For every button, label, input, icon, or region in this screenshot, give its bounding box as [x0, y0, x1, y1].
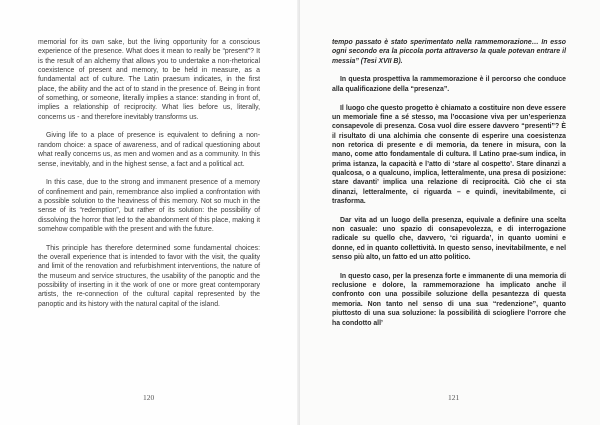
right-text-block: [332, 38, 566, 337]
right-paragraph-1: tempo passato è stato sperimentato nella rammemorazione… In esso ogni secondo era la piccola porta attraverso la quale potevan entrare il messia” (Tesi XVII B).: [332, 39, 566, 65]
left-paragraph-3: In this case, due to the strong and immanent presence of a memory of confinement and pain, remembrance also implied a confrontation with a possible solution to the heaviness of this memory. Not so much in the sense of its “redemption”, but rather of its solution: the possibility of dissolving the horror that led to the abandonment of this place, making it somehow compatible with the present and with the future.: [38, 179, 260, 233]
left-paragraph-4: This principle has therefore determined some fundamental choices: the overall experience that is intended to favor with the visit, the quality and limit of the renovation and refurbishment interventions, the nature of the museum and service structures, the usability of the panoptic and the possibility of inserting in it the work of one or more great contemporary artists, the re-connection of the cultural capital represented by the panoptic and its history with the natural capital of the island.: [38, 244, 260, 308]
left-paragraph-1: memorial for its own sake, but the living opportunity for a conscious experience of the presence. What does it mean to really be “present”? It is the result of an alchemy that allows you to undertake a non-rhetorical coexistence of present and memory, to be held in measure, as a fundamental act of culture. The Latin praesum indicates, in the first place, the ability and the act of to stand in the presence of. Being in front of something, or someone, literally implies a stance: standing in front of, implies a relationship of reciprocity. What lies before us, literally, concerns us - and therefore inevitably transforms us.: [38, 39, 260, 121]
right-paragraph-3: Il luogo che questo progetto è chiamato a costituire non deve essere un memoriale fine a sé stesso, ma l’occasione viva per un’esperienza consapevole di presenza. Cosa vuol dire essere davvero “presenti”? È il risultato di una alchimia che consente di esperire una coesistenza non retorica di presente e di memoria, da tenere in misura, con la mano, come atto fondamentale di cultura. Il Latino prae-sum indica, in prima istanza, la capacità e l’atto di ‘stare al cospetto’. Stare dinanzi a qualcosa, o a qualcuno, implica, letteralmente, una presa di posizione: stare davanti’ implica una relazione di reciprocità. Ciò che ci sta dinanzi, letteralmente, ci riguarda – e quindi, inevitabilmente, ci trasforma.: [332, 104, 566, 205]
left-page-number: 120: [143, 393, 155, 402]
left-paragraph-2: Giving life to a place of presence is equivalent to defining a non-random choice: a space of awareness, and of radical questioning about what really concerns us, as men and women and as a community. In this sense, inevitably, and in the highest sense, a fact and a political act.: [38, 132, 260, 168]
right-paragraph-5: In questo caso, per la presenza forte e immanente di una memoria di reclusione e dolore, la rammemorazione ha implicato anche il confronto con una possibile soluzione della pesantezza di questa memoria. Non tanto nel senso di una sua “redenzione”, quanto piuttosto di una sua soluzione: la possibilità di sciogliere l’orrore che ha condotto all’: [332, 272, 566, 327]
left-text-block: [38, 38, 260, 319]
right-paragraph-2: In questa prospettiva la rammemorazione è il percorso che conduce alla qualificazione della “presenza”.: [332, 76, 566, 93]
right-page-number: 121: [448, 393, 460, 402]
right-page: [300, 0, 600, 425]
right-paragraph-4: Dar vita ad un luogo della presenza, equivale a definire una scelta non casuale: uno spazio di consapevolezza, e di interrogazione radicale su quello che, davvero, ‘ci riguarda’, in quanto uomini e donne, ed in quanto collettività. In questo senso, inevitabilmente, e nel senso più alto, un fatto ed un atto politico.: [332, 216, 566, 262]
